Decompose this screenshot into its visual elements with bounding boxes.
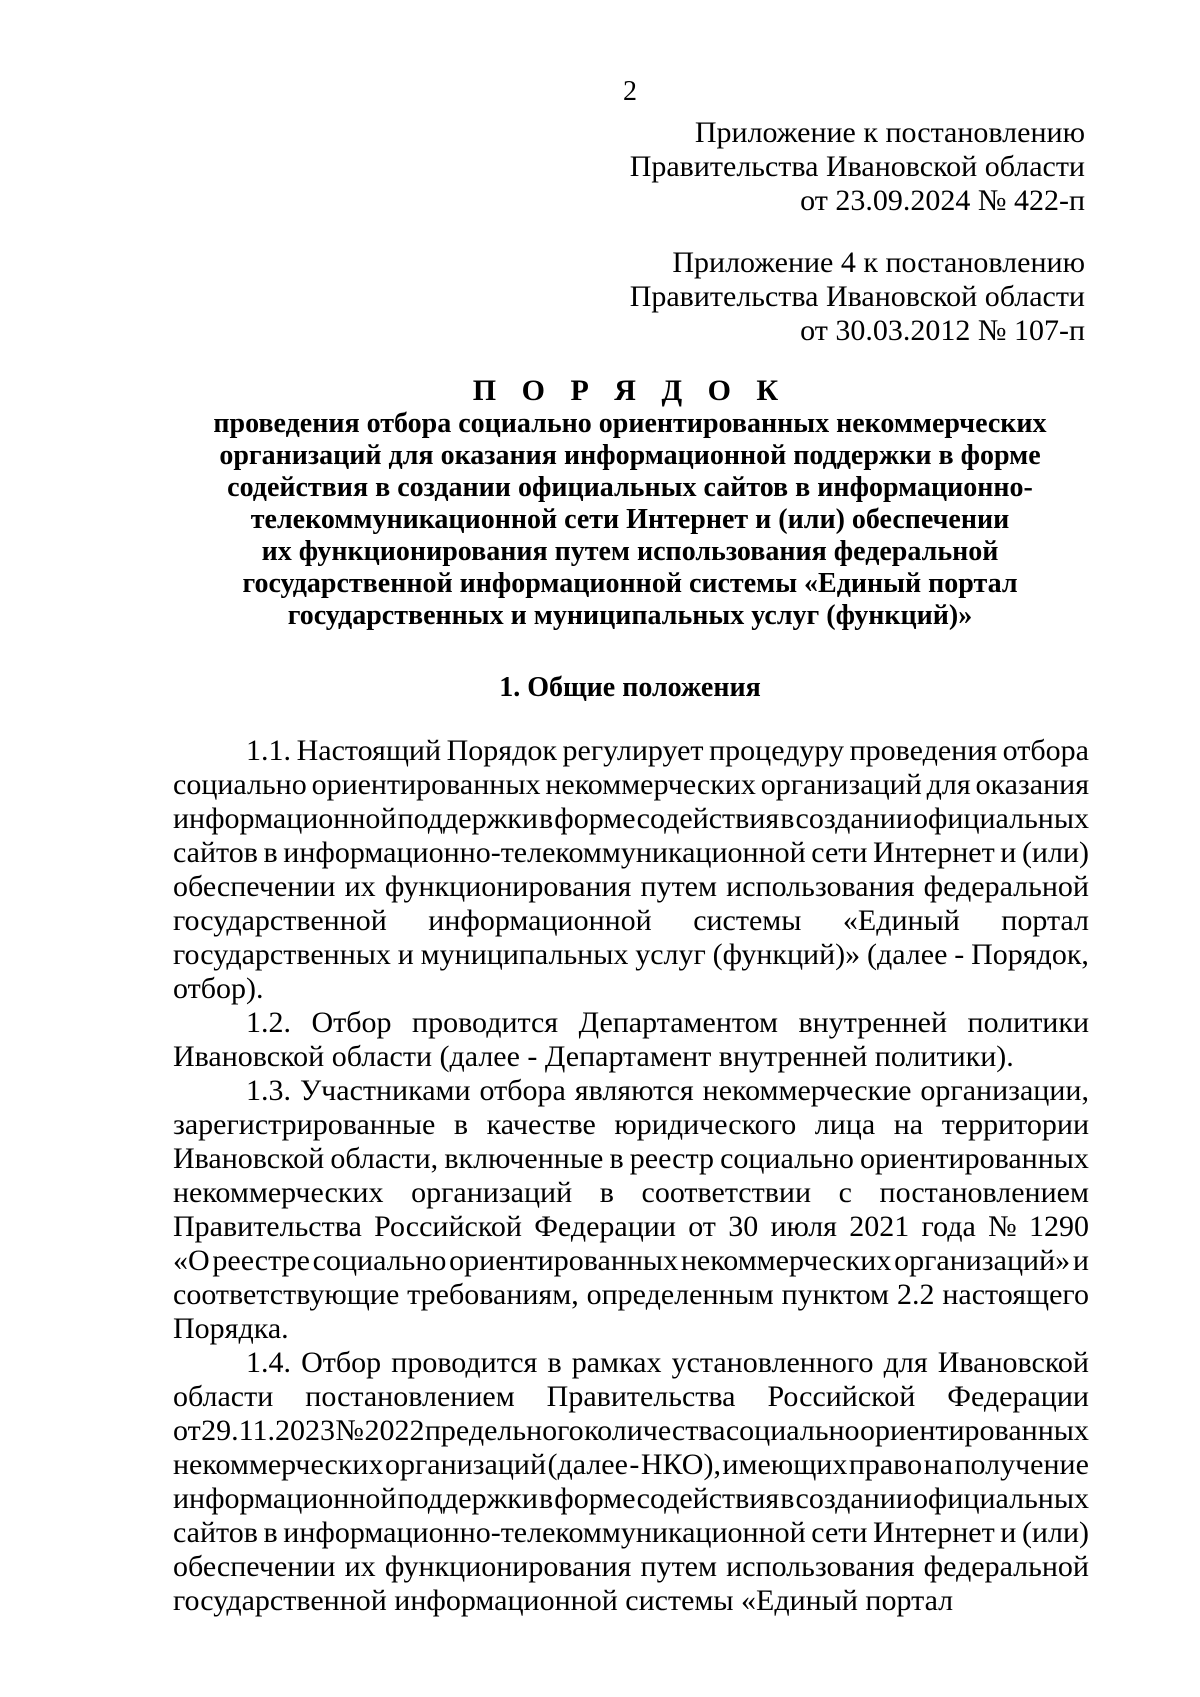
document-subtitle: [0, 408, 1200, 632]
paragraph-1-2: [173, 1006, 1089, 1074]
subtitle-line: организаций для оказания информационной поддержки в форме: [219, 440, 1041, 471]
paragraph-line: зарегистрированные в качестве юридического лица на территории: [173, 1108, 1089, 1141]
paragraph-line: сайтов в информационно-телекоммуникационной сети Интернет и (или): [173, 1516, 1089, 1549]
paragraph-line: информационной поддержки в форме содействия в создании официальных: [173, 1482, 1089, 1515]
annex-current-line: Правительства Ивановской области: [629, 150, 1085, 183]
paragraph-line: Правительства Российской Федерации от 30 июля 2021 года № 1290: [173, 1210, 1089, 1243]
annex-original-line: Правительства Ивановской области: [629, 280, 1085, 313]
paragraph-line: некоммерческих организаций в соответствии с постановлением: [173, 1176, 1089, 1209]
paragraph-line: государственных и муниципальных услуг (функций)» (далее - Порядок,: [173, 938, 1089, 971]
page-number: 2: [623, 76, 637, 107]
paragraph-line: Ивановской области (далее - Департамент внутренней политики).: [173, 1040, 1014, 1073]
paragraph-line: области постановлением Правительства Российской Федерации: [173, 1380, 1089, 1413]
paragraph-line: обеспечении их функционирования путем использования федеральной: [173, 870, 1089, 903]
paragraph-line: государственной информационной системы «Единый портал: [173, 904, 1089, 937]
paragraph-line: информационной поддержки в форме содействия в создании официальных: [173, 802, 1089, 835]
paragraph-line: обеспечении их функционирования путем использования федеральной: [173, 1550, 1089, 1583]
paragraph-line: соответствующие требованиям, определенным пунктом 2.2 настоящего: [173, 1278, 1089, 1311]
subtitle-line: содействия в создании официальных сайтов в информационно-: [227, 472, 1033, 503]
paragraph-line: 1.1. Настоящий Порядок регулирует процедуру проведения отбора: [246, 734, 1089, 767]
paragraph-1-3: [173, 1074, 1089, 1346]
paragraph-line: «О реестре социально ориентированных некоммерческих организаций» и: [173, 1244, 1089, 1277]
body-text: [173, 734, 1089, 1618]
subtitle-line: их функционирования путем использования федеральной: [261, 536, 999, 567]
paragraph-line: Порядка.: [173, 1312, 289, 1345]
subtitle-line: государственных и муниципальных услуг (функций)»: [287, 600, 973, 631]
annex-original-line: от 30.03.2012 № 107-п: [800, 314, 1085, 347]
paragraph-line: государственной информационной системы «Единый портал: [173, 1584, 954, 1617]
paragraph-1-4: [173, 1346, 1089, 1618]
annex-current-line: от 23.09.2024 № 422-п: [800, 184, 1085, 217]
paragraph-line: сайтов в информационно-телекоммуникационной сети Интернет и (или): [173, 836, 1089, 869]
paragraph-line: 1.4. Отбор проводится в рамках установленного для Ивановской: [246, 1346, 1089, 1379]
annex-current-reference: [630, 116, 1085, 218]
subtitle-line: телекоммуникационной сети Интернет и (или) обеспечении: [250, 504, 1010, 535]
paragraph-1-1: [173, 734, 1089, 1006]
paragraph-line: от 29.11.2023 № 2022 предельного количества социально ориентированных: [173, 1414, 1089, 1447]
subtitle-line: государственной информационной системы «Единый портал: [242, 568, 1018, 599]
document-title: П О Р Я Д О К: [472, 374, 788, 407]
paragraph-line: 1.3. Участниками отбора являются некоммерческие организации,: [246, 1074, 1089, 1107]
section-heading: 1. Общие положения: [499, 672, 761, 703]
paragraph-line: социально ориентированных некоммерческих организаций для оказания: [173, 768, 1089, 801]
paragraph-line: 1.2. Отбор проводится Департаментом внутренней политики: [246, 1006, 1089, 1039]
paragraph-line: некоммерческих организаций (далее - НКО), имеющих право на получение: [173, 1448, 1089, 1481]
paragraph-line: Ивановской области, включенные в реестр социально ориентированных: [173, 1142, 1089, 1175]
annex-original-line: Приложение 4 к постановлению: [672, 246, 1085, 279]
paragraph-line: отбор).: [173, 972, 264, 1005]
subtitle-line: проведения отбора социально ориентированных некоммерческих: [213, 408, 1047, 439]
annex-current-line: Приложение к постановлению: [694, 116, 1085, 149]
annex-original-reference: [630, 246, 1085, 348]
